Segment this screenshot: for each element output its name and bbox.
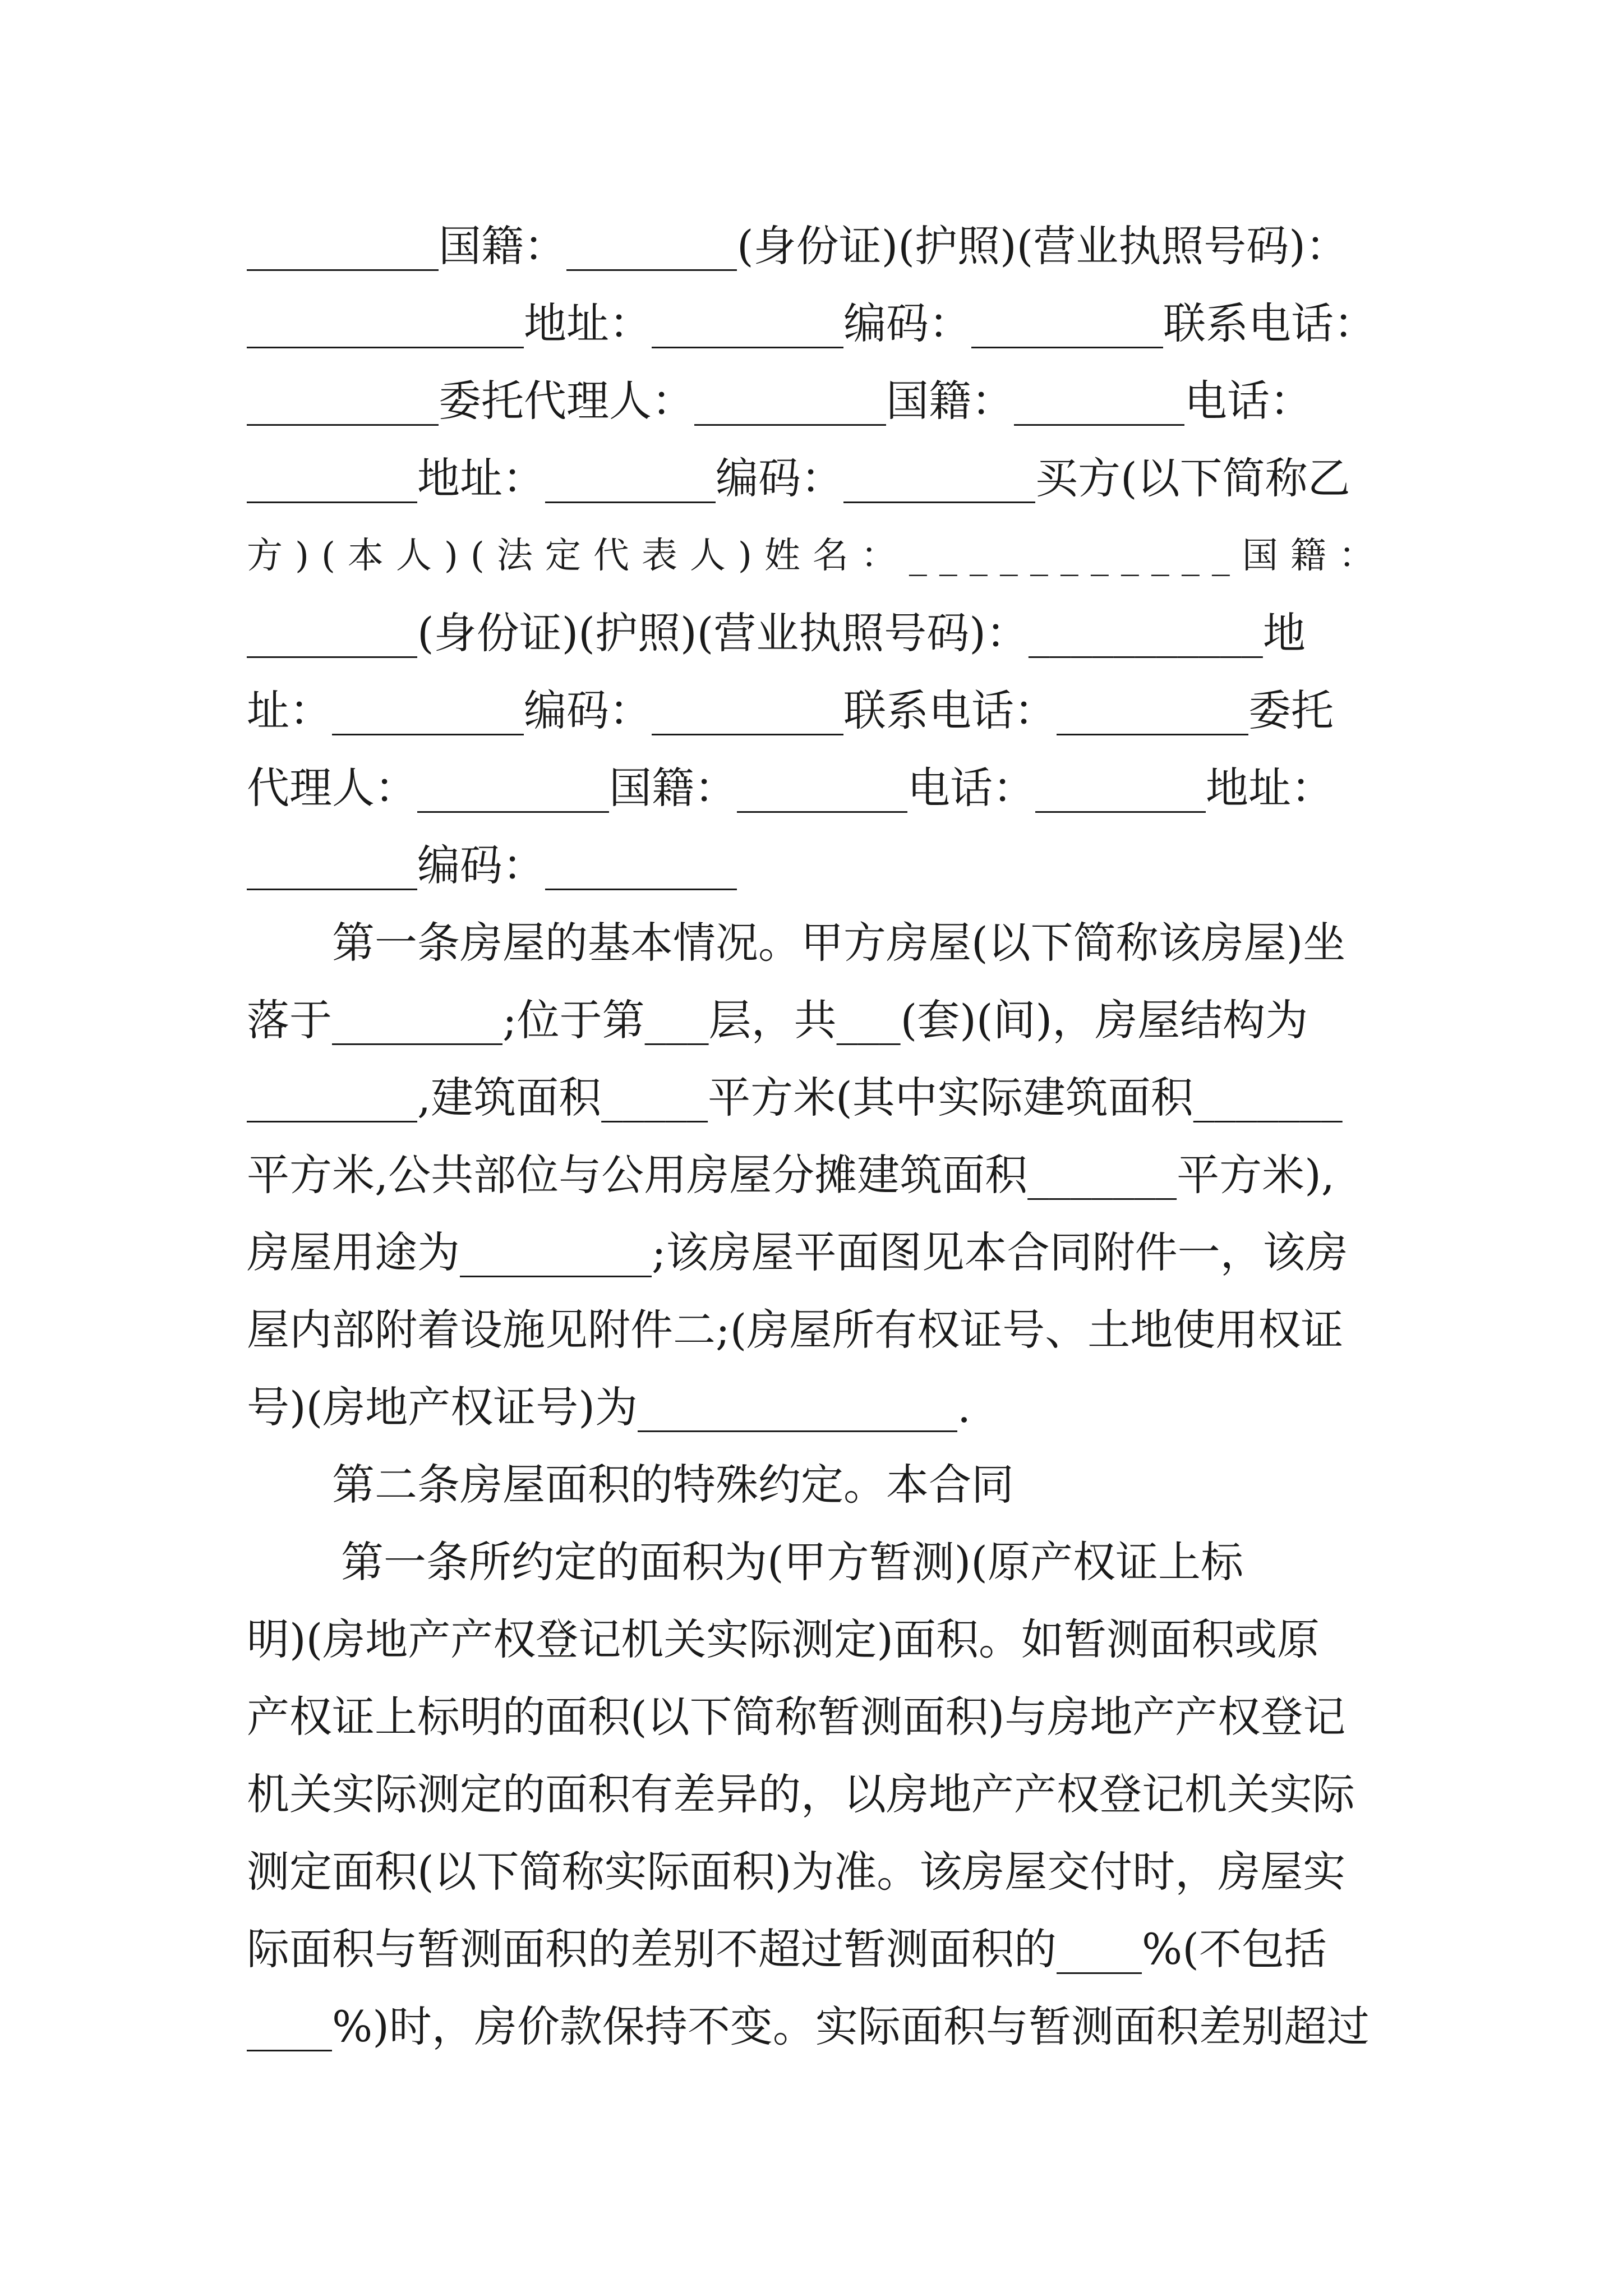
text-line: 代理人：_________国籍：________电话：________地址： xyxy=(247,763,1334,813)
text-line: ________,建筑面积_____平方米(其中实际建筑面积_______ xyxy=(247,1073,1343,1122)
text-line: _________委托代理人：_________国籍：________电话： xyxy=(247,376,1312,426)
text-line: ________编码：_________ xyxy=(247,840,737,890)
text-line: 产权证上标明的面积(以下简称暂测面积)与房地产产权登记 xyxy=(247,1692,1346,1742)
text-line: ________(身份证)(护照)(营业执照号码)：___________地 xyxy=(247,608,1306,658)
text-line: 机关实际测定的面积有差异的，以房地产产权登记机关实际 xyxy=(247,1769,1355,1819)
text-line: ________地址：________编码：_________买方(以下简称乙 xyxy=(247,453,1350,503)
text-line: 明)(房地产产权登记机关实际测定)面积。如暂测面积或原 xyxy=(247,1614,1320,1664)
text-line: _____________地址：_________编码：_________联系电话： xyxy=(247,298,1376,348)
text-line: 方)(本人)(法定代表人)姓名：___________国籍： xyxy=(247,535,1387,577)
article-two-heading: 第二条房屋面积的特殊约定。本合同 xyxy=(332,1460,1014,1510)
text-line: 测定面积(以下简称实际面积)为准。该房屋交付时，房屋实 xyxy=(247,1847,1346,1897)
text-line: 房屋用途为_________;该房屋平面图见本合同附件一，该房 xyxy=(247,1227,1348,1277)
text-line: 平方米,公共部位与公用房屋分摊建筑面积_______平方米), xyxy=(247,1150,1335,1200)
text-line: 屋内部附着设施见附件二;(房屋所有权证号、土地使用权证 xyxy=(247,1305,1344,1355)
text-line: 落于________;位于第___层，共___(套)(间)，房屋结构为 xyxy=(247,995,1308,1045)
text-line: 第一条所约定的面积为(甲方暂测)(原产权证上标 xyxy=(341,1537,1243,1587)
text-line: 际面积与暂测面积的差别不超过暂测面积的____%(不包括 xyxy=(247,1924,1327,1974)
text-line: 址：_________编码：_________联系电话：_________委托 xyxy=(247,685,1334,735)
text-line: _________国籍：________(身份证)(护照)(营业执照号码)： xyxy=(247,221,1348,271)
text-line: ____%)时，房价款保持不变。实际面积与暂测面积差别超过 xyxy=(247,2001,1370,2051)
article-one-heading: 第一条房屋的基本情况。甲方房屋(以下简称该房屋)坐 xyxy=(332,918,1346,968)
text-line: 号)(房地产权证号)为_______________. xyxy=(247,1382,971,1432)
